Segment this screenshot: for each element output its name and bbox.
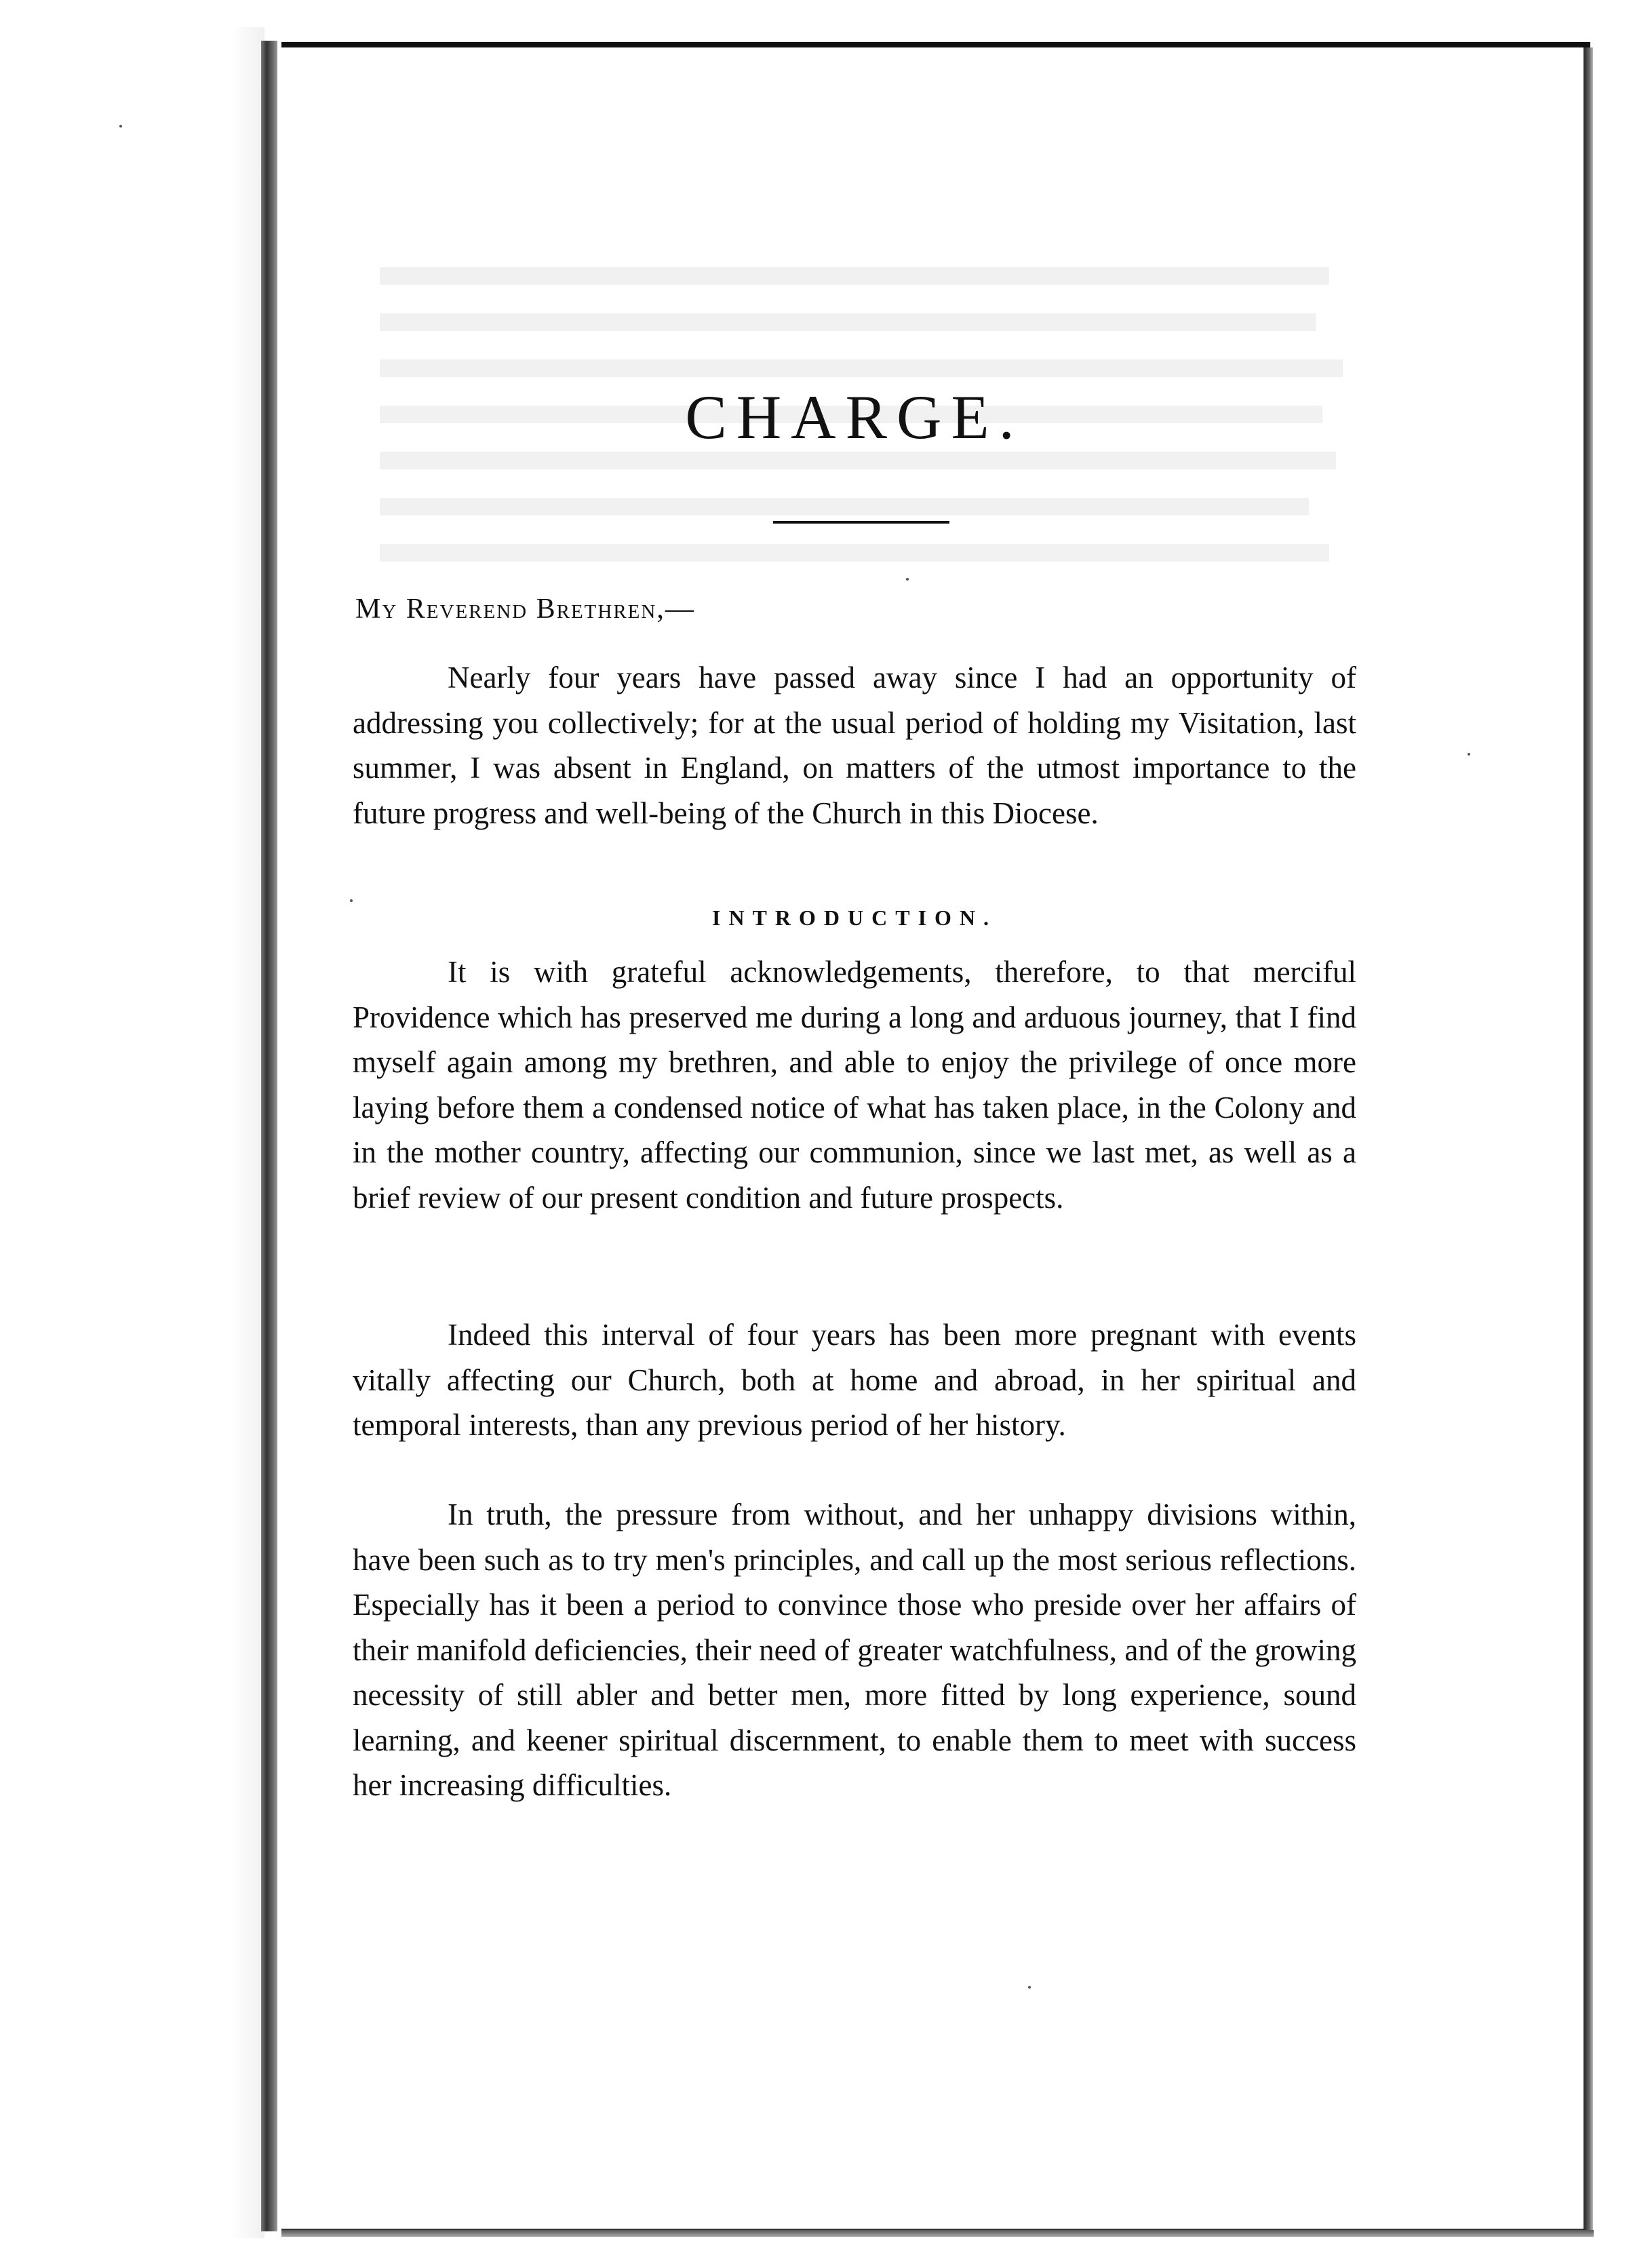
salutation: My Reverend Brethren,— — [355, 593, 695, 625]
section-heading: INTRODUCTION. — [711, 905, 998, 930]
binding-gutter — [261, 41, 277, 2231]
scan-speck — [1468, 753, 1470, 756]
paragraph-1: Nearly four years have passed away since I had an opportunity of addressing you collectively; for at the usual period of holding my Visitation, last summer, I was absent in England, on matters of the utmost importance to the future progress and well-being of the Church in this Diocese. — [353, 661, 1356, 830]
scan-speck — [350, 899, 353, 902]
scan-speck — [1028, 1986, 1031, 1989]
page-bottom-edge — [281, 2230, 1594, 2237]
paragraph-3: Indeed this interval of four years has been more pregnant with events vitally affecting our Church, both at home and abroad, in her spiritual and temporal interests, than any previous period of her history. — [353, 1318, 1356, 1442]
page-title: CHARGE. — [685, 383, 1024, 452]
paragraph-4: In truth, the pressure from without, and her unhappy divisions within, have been such as to try men's principles, and call up the most serious reflections. Especially has it been a period to convince those who preside over her affairs of their manifold deficiencies, their need of greater watchfulness, and of the growing necessity of still abler and better men, more fitted by long experience, sound learning, and keener spiritual discernment, to enable them to meet with success her increasing difficulties. — [353, 1498, 1356, 1802]
gutter-shadow — [231, 27, 264, 2238]
left-margin — [0, 0, 258, 2268]
page-right-edge — [1584, 47, 1593, 2231]
paragraph-2: It is with grateful acknowledgements, therefore, to that merciful Providence which has preserved me during a long and arduous journey, that I find myself again among my brethren, and able to enjoy the privilege of once more laying before them a condensed notice of what has taken place, in the Colony and in the mother country, affecting our communion, since we last met, as well as a brief review of our present condition and future prospects. — [353, 955, 1356, 1215]
title-rule — [773, 521, 949, 524]
scan-speck — [119, 125, 122, 128]
scan-speck — [906, 578, 909, 581]
